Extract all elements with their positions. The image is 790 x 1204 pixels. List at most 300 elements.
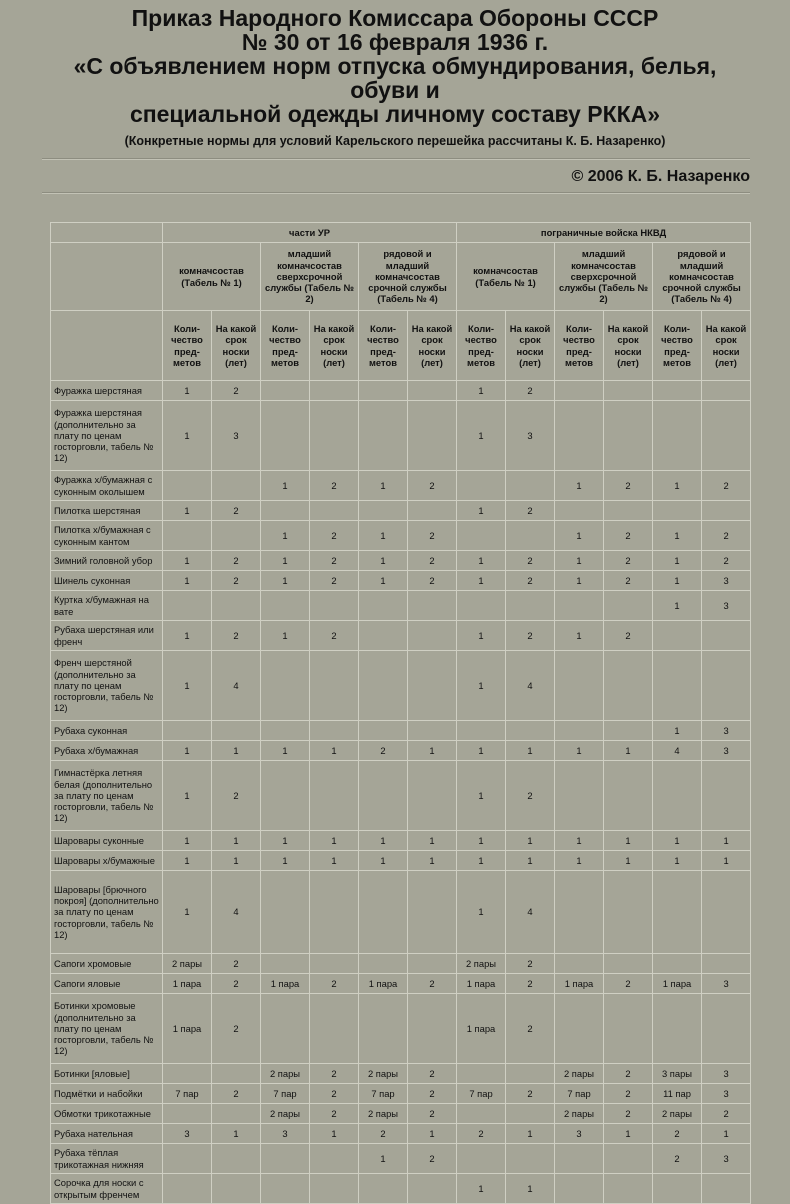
- header-corner-cell: [51, 223, 163, 243]
- term-cell: [702, 401, 751, 471]
- quantity-cell: 1: [653, 831, 702, 851]
- item-name-cell: Гимнастёрка летняя белая (дополнительно за плату по ценам госторговли, табель № 12): [51, 761, 163, 831]
- quantity-cell: 2 пары: [457, 954, 506, 974]
- term-cell: 4: [212, 871, 261, 954]
- term-cell: [408, 1174, 457, 1204]
- category-header: комначсостав (Табель № 1): [457, 243, 555, 311]
- term-cell: 2: [604, 1104, 653, 1124]
- category-header: комначсостав (Табель № 1): [163, 243, 261, 311]
- quantity-cell: [163, 521, 212, 551]
- quantity-cell: 1: [457, 651, 506, 721]
- title-line: «С объявлением норм отпуска обмундирования, белья,: [73, 53, 717, 79]
- quantity-header: Коли- чество пред- метов: [261, 311, 310, 381]
- table-row: [51, 994, 751, 1064]
- quantity-cell: [359, 871, 408, 954]
- term-cell: [212, 1174, 261, 1204]
- term-cell: [408, 381, 457, 401]
- quantity-cell: 1: [555, 551, 604, 571]
- norms-table: [50, 222, 751, 1204]
- quantity-cell: 1: [261, 851, 310, 871]
- table-row: [51, 1084, 751, 1104]
- group-header-nkvd: пограничные войска НКВД: [457, 223, 751, 243]
- header-row-groups: [51, 223, 751, 243]
- quantity-cell: [359, 381, 408, 401]
- term-cell: 2: [604, 1064, 653, 1084]
- quantity-cell: 1 пара: [163, 994, 212, 1064]
- term-cell: [408, 401, 457, 471]
- term-cell: 2: [408, 471, 457, 501]
- term-cell: 1: [408, 1124, 457, 1144]
- term-header: На какой срок носки (лет): [212, 311, 261, 381]
- term-cell: 2: [604, 1084, 653, 1104]
- table-row: [51, 831, 751, 851]
- term-cell: [604, 381, 653, 401]
- item-name-cell: Куртка х/бумажная на вате: [51, 591, 163, 621]
- term-header: На какой срок носки (лет): [408, 311, 457, 381]
- term-cell: 2: [408, 1104, 457, 1124]
- term-cell: 1: [506, 1124, 555, 1144]
- title-line: специальной одежды личному составу РККА»: [129, 101, 661, 127]
- term-cell: 2: [506, 551, 555, 571]
- term-cell: 2: [212, 501, 261, 521]
- quantity-cell: [555, 871, 604, 954]
- quantity-cell: 1: [555, 831, 604, 851]
- quantity-cell: 1: [555, 521, 604, 551]
- quantity-cell: 2: [457, 1124, 506, 1144]
- quantity-cell: 3: [261, 1124, 310, 1144]
- term-cell: [310, 381, 359, 401]
- quantity-cell: 1: [457, 851, 506, 871]
- quantity-cell: 1: [163, 621, 212, 651]
- quantity-cell: 1 пара: [653, 974, 702, 994]
- term-cell: 2: [408, 521, 457, 551]
- term-cell: 2: [408, 1084, 457, 1104]
- quantity-cell: 7 пар: [163, 1084, 212, 1104]
- term-cell: 1: [212, 831, 261, 851]
- term-cell: [310, 871, 359, 954]
- term-cell: 4: [212, 651, 261, 721]
- term-cell: [408, 954, 457, 974]
- term-cell: 2: [408, 551, 457, 571]
- term-cell: 2: [310, 1084, 359, 1104]
- term-cell: 1: [310, 831, 359, 851]
- quantity-cell: 7 пар: [457, 1084, 506, 1104]
- quantity-cell: [457, 721, 506, 741]
- item-name-cell: Ботинки [яловые]: [51, 1064, 163, 1084]
- quantity-cell: [163, 1104, 212, 1124]
- quantity-cell: [653, 651, 702, 721]
- term-cell: 2: [604, 974, 653, 994]
- term-cell: [408, 621, 457, 651]
- term-cell: [212, 1104, 261, 1124]
- quantity-cell: 1: [163, 651, 212, 721]
- quantity-cell: 2: [653, 1124, 702, 1144]
- quantity-cell: [555, 1174, 604, 1204]
- term-cell: 1: [310, 1124, 359, 1144]
- item-name-cell: Рубаха суконная: [51, 721, 163, 741]
- term-cell: 2: [310, 621, 359, 651]
- term-cell: 1: [506, 741, 555, 761]
- term-cell: [310, 994, 359, 1064]
- term-cell: 2: [702, 1104, 751, 1124]
- term-cell: 2: [506, 974, 555, 994]
- quantity-cell: 7 пар: [261, 1084, 310, 1104]
- quantity-cell: 1: [359, 831, 408, 851]
- quantity-cell: 3: [555, 1124, 604, 1144]
- term-cell: [604, 954, 653, 974]
- quantity-cell: 1: [653, 591, 702, 621]
- item-name-cell: Рубаха тёплая трикотажная нижняя: [51, 1144, 163, 1174]
- table-row: [51, 871, 751, 954]
- term-cell: 3: [702, 1084, 751, 1104]
- term-cell: 2: [212, 381, 261, 401]
- quantity-cell: 2: [653, 1144, 702, 1174]
- term-cell: 2: [408, 1144, 457, 1174]
- quantity-cell: [261, 761, 310, 831]
- item-name-cell: Ботинки хромовые (дополнительно за плату по ценам госторговли, табель № 12): [51, 994, 163, 1064]
- title-line: обуви и: [350, 77, 440, 103]
- quantity-cell: [163, 471, 212, 501]
- term-cell: [702, 761, 751, 831]
- quantity-cell: 1: [653, 571, 702, 591]
- term-cell: [310, 954, 359, 974]
- term-cell: 1: [212, 1124, 261, 1144]
- term-cell: [506, 721, 555, 741]
- quantity-cell: [261, 501, 310, 521]
- term-cell: 4: [506, 871, 555, 954]
- item-name-cell: Зимний головной убор: [51, 551, 163, 571]
- table-row: [51, 621, 751, 651]
- quantity-cell: [653, 401, 702, 471]
- quantity-cell: [163, 1064, 212, 1084]
- quantity-cell: 1: [359, 521, 408, 551]
- table-row: [51, 401, 751, 471]
- table-row: [51, 381, 751, 401]
- quantity-cell: 1: [163, 871, 212, 954]
- quantity-cell: [163, 591, 212, 621]
- quantity-cell: [261, 994, 310, 1064]
- term-cell: [702, 871, 751, 954]
- quantity-cell: [359, 954, 408, 974]
- table-row: [51, 1064, 751, 1084]
- quantity-cell: [261, 591, 310, 621]
- quantity-cell: [457, 521, 506, 551]
- term-cell: 1: [212, 741, 261, 761]
- title-line: Приказ Народного Комиссара Обороны СССР: [131, 5, 659, 31]
- term-cell: [212, 721, 261, 741]
- term-cell: [310, 501, 359, 521]
- term-cell: 2: [310, 571, 359, 591]
- quantity-cell: [359, 1174, 408, 1204]
- quantity-cell: [261, 381, 310, 401]
- table-row: [51, 521, 751, 551]
- quantity-cell: 1: [359, 1144, 408, 1174]
- term-cell: 3: [702, 571, 751, 591]
- category-header: младший комначсостав сверхсрочной службы (Табель № 2): [555, 243, 653, 311]
- term-cell: 1: [604, 851, 653, 871]
- quantity-cell: 1: [555, 621, 604, 651]
- document-title: [0, 6, 790, 126]
- quantity-cell: 3 пары: [653, 1064, 702, 1084]
- term-cell: 2: [408, 974, 457, 994]
- table-row: [51, 1174, 751, 1204]
- quantity-cell: [457, 1064, 506, 1084]
- term-cell: 4: [506, 651, 555, 721]
- item-name-cell: Сорочка для носки с открытым френчем: [51, 1174, 163, 1204]
- term-cell: [310, 651, 359, 721]
- term-cell: 2: [506, 1084, 555, 1104]
- quantity-cell: 1: [261, 521, 310, 551]
- quantity-cell: [359, 721, 408, 741]
- quantity-cell: [555, 401, 604, 471]
- header-corner-cell: [51, 311, 163, 381]
- term-cell: 2: [408, 1064, 457, 1084]
- term-cell: 3: [702, 741, 751, 761]
- term-cell: 1: [506, 1174, 555, 1204]
- term-header: На какой срок носки (лет): [310, 311, 359, 381]
- term-cell: [702, 501, 751, 521]
- quantity-cell: 1 пара: [163, 974, 212, 994]
- term-cell: 1: [506, 851, 555, 871]
- quantity-cell: 1 пара: [261, 974, 310, 994]
- quantity-cell: 3: [163, 1124, 212, 1144]
- item-name-cell: Шаровары суконные: [51, 831, 163, 851]
- quantity-cell: [261, 954, 310, 974]
- quantity-cell: 1: [555, 471, 604, 501]
- quantity-cell: 2 пары: [555, 1064, 604, 1084]
- copyright-notice: © 2006 К. Б. Назаренко: [571, 168, 750, 185]
- quantity-cell: [653, 761, 702, 831]
- quantity-header: Коли- чество пред- метов: [653, 311, 702, 381]
- term-cell: 2: [212, 974, 261, 994]
- quantity-cell: 1: [457, 741, 506, 761]
- quantity-cell: [163, 721, 212, 741]
- term-cell: 2: [310, 471, 359, 501]
- term-cell: 3: [702, 974, 751, 994]
- document-subtitle: (Конкретные нормы для условий Карельского перешейка рассчитаны К. Б. Назаренко): [124, 134, 666, 148]
- quantity-cell: [261, 1144, 310, 1174]
- quantity-cell: 1: [261, 741, 310, 761]
- quantity-cell: 1: [457, 401, 506, 471]
- quantity-cell: [457, 471, 506, 501]
- quantity-cell: 2 пары: [261, 1064, 310, 1084]
- quantity-cell: 1: [653, 471, 702, 501]
- item-name-cell: Рубаха нательная: [51, 1124, 163, 1144]
- quantity-cell: 1: [163, 831, 212, 851]
- term-cell: [506, 521, 555, 551]
- quantity-cell: [457, 591, 506, 621]
- term-cell: [408, 761, 457, 831]
- quantity-header: Коли- чество пред- метов: [555, 311, 604, 381]
- term-cell: [702, 1174, 751, 1204]
- item-name-cell: Подмётки и набойки: [51, 1084, 163, 1104]
- quantity-cell: 1: [163, 401, 212, 471]
- table-row: [51, 1144, 751, 1174]
- header-row-subcolumns: [51, 311, 751, 381]
- term-cell: [506, 471, 555, 501]
- term-cell: [310, 721, 359, 741]
- term-cell: 2: [408, 571, 457, 591]
- term-cell: [408, 721, 457, 741]
- term-cell: 2: [702, 551, 751, 571]
- term-cell: 3: [212, 401, 261, 471]
- term-cell: [506, 591, 555, 621]
- quantity-cell: 1: [163, 741, 212, 761]
- quantity-cell: 1 пара: [555, 974, 604, 994]
- quantity-header: Коли- чество пред- метов: [359, 311, 408, 381]
- table-row: [51, 571, 751, 591]
- term-cell: 2: [506, 994, 555, 1064]
- table-row: [51, 1124, 751, 1144]
- table-row: [51, 651, 751, 721]
- quantity-cell: 1: [163, 571, 212, 591]
- quantity-cell: 1: [653, 521, 702, 551]
- item-name-cell: Пилотка х/бумажная с суконным кантом: [51, 521, 163, 551]
- quantity-cell: 2: [359, 741, 408, 761]
- quantity-cell: 1: [457, 381, 506, 401]
- item-name-cell: Шаровары х/бумажные: [51, 851, 163, 871]
- item-name-cell: Сапоги яловые: [51, 974, 163, 994]
- quantity-cell: [261, 1174, 310, 1204]
- quantity-cell: 1: [359, 571, 408, 591]
- table-row: [51, 591, 751, 621]
- term-cell: 1: [702, 851, 751, 871]
- item-name-cell: Фуражка х/бумажная с суконным околышем: [51, 471, 163, 501]
- quantity-cell: 1 пара: [457, 974, 506, 994]
- term-cell: [702, 994, 751, 1064]
- table-row: [51, 721, 751, 741]
- term-cell: 2: [604, 521, 653, 551]
- term-cell: [604, 1174, 653, 1204]
- term-cell: 2: [604, 621, 653, 651]
- table-row: [51, 501, 751, 521]
- term-cell: [408, 591, 457, 621]
- term-cell: 3: [702, 1144, 751, 1174]
- quantity-cell: 1: [359, 551, 408, 571]
- term-cell: 2: [212, 994, 261, 1064]
- quantity-cell: 1: [457, 831, 506, 851]
- term-cell: [212, 591, 261, 621]
- quantity-cell: [555, 1144, 604, 1174]
- quantity-cell: [653, 501, 702, 521]
- quantity-cell: [653, 1174, 702, 1204]
- quantity-cell: 1: [261, 551, 310, 571]
- quantity-cell: [457, 1144, 506, 1174]
- term-cell: [604, 591, 653, 621]
- quantity-cell: 1: [163, 501, 212, 521]
- quantity-cell: 1: [261, 571, 310, 591]
- term-cell: [506, 1104, 555, 1124]
- term-cell: 2: [506, 501, 555, 521]
- quantity-cell: 1: [457, 551, 506, 571]
- term-header: На какой срок носки (лет): [702, 311, 751, 381]
- item-name-cell: Шаровары [брючного покроя] (дополнительно за плату по ценам госторговли, табель № 12): [51, 871, 163, 954]
- quantity-cell: 1: [457, 571, 506, 591]
- table-row: [51, 741, 751, 761]
- quantity-cell: [163, 1144, 212, 1174]
- term-cell: 1: [506, 831, 555, 851]
- term-cell: 2: [604, 571, 653, 591]
- term-cell: [310, 761, 359, 831]
- term-cell: 3: [702, 591, 751, 621]
- quantity-cell: 2 пары: [555, 1104, 604, 1124]
- quantity-cell: [261, 401, 310, 471]
- term-cell: 2: [310, 1064, 359, 1084]
- quantity-cell: [359, 994, 408, 1064]
- term-cell: 2: [212, 621, 261, 651]
- term-cell: 2: [702, 521, 751, 551]
- term-cell: 1: [702, 831, 751, 851]
- term-cell: 1: [604, 1124, 653, 1144]
- item-name-cell: Фуражка шерстяная (дополнительно за плату по ценам госторговли, табель № 12): [51, 401, 163, 471]
- term-cell: 1: [408, 851, 457, 871]
- quantity-cell: 2 пары: [359, 1064, 408, 1084]
- quantity-header: Коли- чество пред- метов: [457, 311, 506, 381]
- quantity-cell: 1: [261, 831, 310, 851]
- quantity-cell: 1: [457, 501, 506, 521]
- term-cell: 2: [212, 761, 261, 831]
- term-cell: [604, 651, 653, 721]
- term-cell: [506, 1144, 555, 1174]
- category-header: рядовой и младший комначсостав срочной службы (Табель № 4): [653, 243, 751, 311]
- item-name-cell: Фуражка шерстяная: [51, 381, 163, 401]
- term-cell: 2: [212, 551, 261, 571]
- term-cell: 2: [310, 1104, 359, 1124]
- term-cell: 2: [506, 621, 555, 651]
- quantity-cell: [555, 761, 604, 831]
- term-cell: 3: [702, 721, 751, 741]
- table-row: [51, 761, 751, 831]
- quantity-cell: 1: [457, 621, 506, 651]
- quantity-cell: 1: [653, 551, 702, 571]
- term-cell: 2: [506, 954, 555, 974]
- quantity-cell: 1: [457, 1174, 506, 1204]
- term-cell: 1: [702, 1124, 751, 1144]
- quantity-cell: 1: [359, 471, 408, 501]
- term-cell: [408, 501, 457, 521]
- quantity-cell: 1: [163, 381, 212, 401]
- term-cell: [604, 401, 653, 471]
- term-cell: [310, 1174, 359, 1204]
- quantity-cell: [555, 954, 604, 974]
- item-name-cell: Рубаха х/бумажная: [51, 741, 163, 761]
- term-cell: [702, 621, 751, 651]
- term-cell: 3: [506, 401, 555, 471]
- term-cell: 1: [604, 741, 653, 761]
- term-cell: 2: [310, 551, 359, 571]
- table-body: [51, 381, 751, 1204]
- quantity-cell: [359, 501, 408, 521]
- quantity-cell: 1: [261, 621, 310, 651]
- quantity-header: Коли- чество пред- метов: [163, 311, 212, 381]
- quantity-cell: [555, 651, 604, 721]
- term-cell: 2: [212, 1084, 261, 1104]
- quantity-cell: [457, 1104, 506, 1124]
- quantity-cell: [653, 994, 702, 1064]
- term-cell: [212, 1064, 261, 1084]
- item-name-cell: Пилотка шерстяная: [51, 501, 163, 521]
- quantity-cell: [555, 994, 604, 1064]
- quantity-cell: [359, 761, 408, 831]
- term-cell: [408, 994, 457, 1064]
- quantity-cell: [359, 401, 408, 471]
- title-line: № 30 от 16 февраля 1936 г.: [241, 29, 549, 55]
- term-cell: [310, 401, 359, 471]
- quantity-cell: 2 пары: [163, 954, 212, 974]
- table-row: [51, 851, 751, 871]
- quantity-cell: 1 пара: [457, 994, 506, 1064]
- term-cell: 2: [506, 571, 555, 591]
